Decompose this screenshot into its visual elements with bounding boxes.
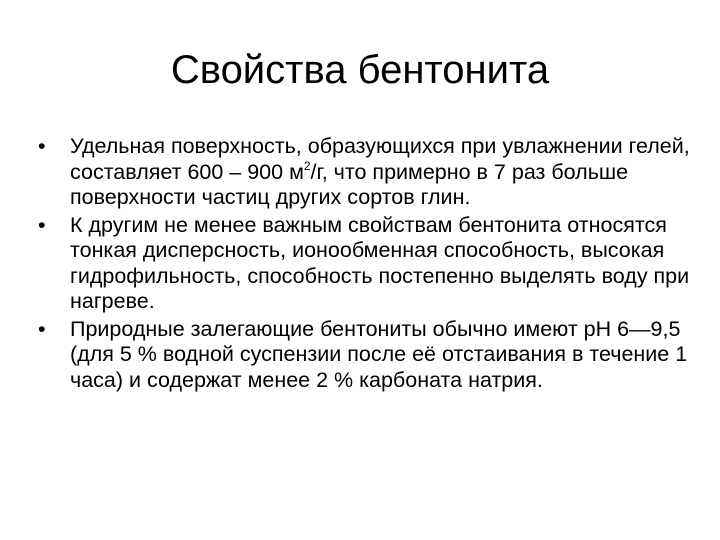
bullet-list [38, 134, 694, 395]
superscript: 2 [303, 158, 311, 173]
slide-title: Свойства бентонита [170, 48, 550, 92]
bullet-item-surface-area [38, 134, 694, 211]
bullet-text-part: /г, что примерно в 7 раз больше поверхности частиц других сортов глин. [70, 159, 629, 209]
bullet-marker: • [38, 316, 46, 341]
bullet-text-part: Удельная поверхность, образующихся при увлажнении гелей, составляет 600 – 900 м [70, 134, 690, 184]
bullet-text: Природные залегающие бентониты обычно имеют pH 6—9,5 (для 5 % водной суспензии после её отстаивания в течение 1 часа) и содержат менее 2 % карбоната натрия. [70, 316, 688, 392]
bullet-text: К другим не менее важным свойствам бентонита относятся тонкая дисперсность, ионообменная способность, высокая гидрофильность, способность постепенно выделять воду при нагреве. [70, 212, 690, 313]
bullet-text [70, 134, 694, 211]
bullet-marker: • [38, 212, 46, 237]
bullet-item-other-properties [38, 213, 694, 315]
bullet-marker: • [38, 134, 46, 158]
bullet-item-natural-bentonites [38, 317, 694, 394]
